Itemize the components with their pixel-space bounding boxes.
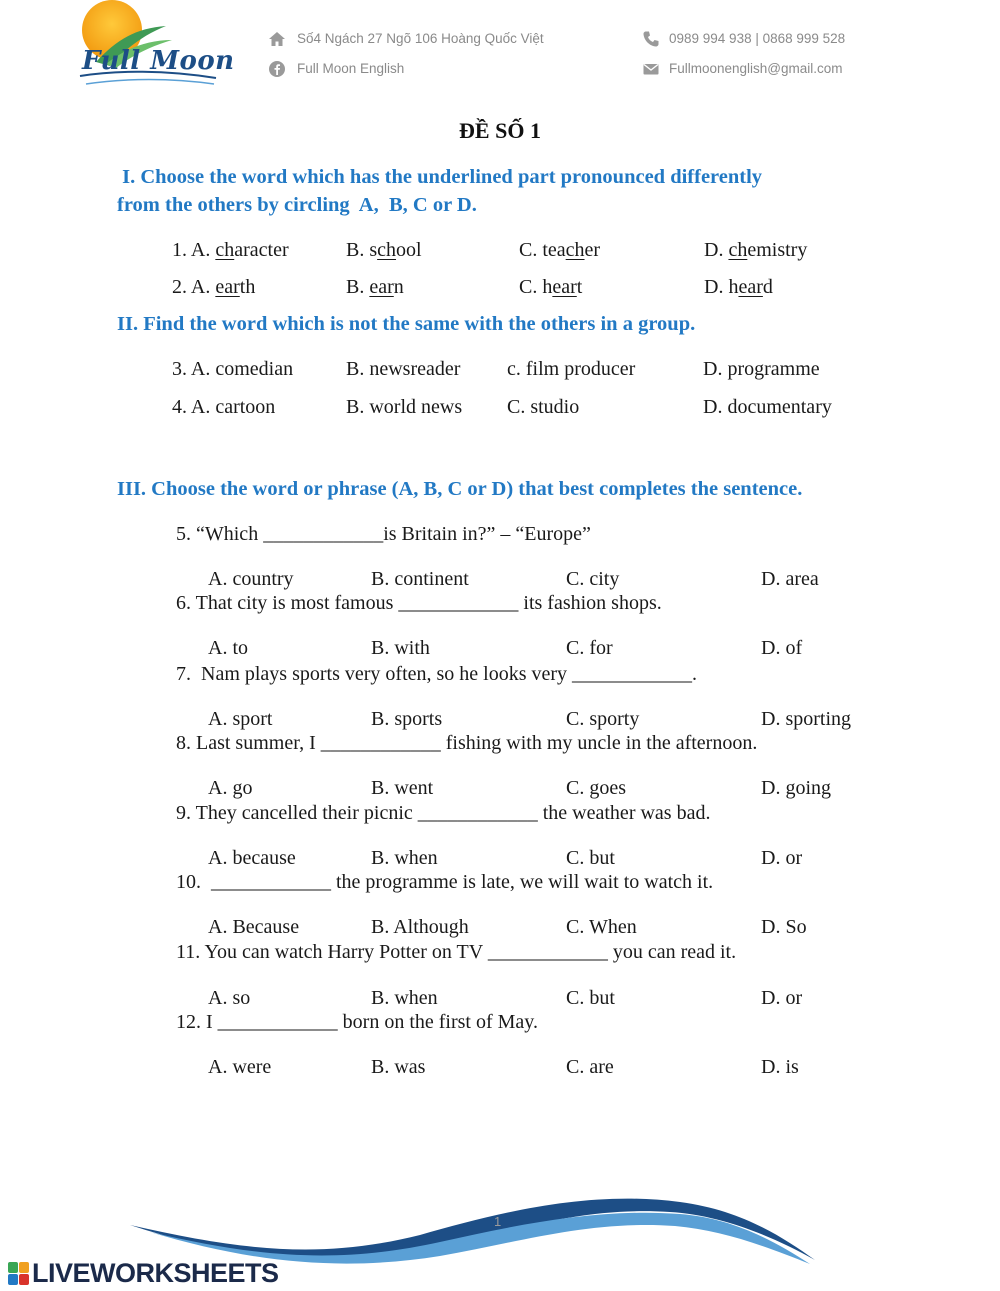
option-b[interactable]: B. when xyxy=(371,847,438,869)
question-stem: 7. Nam plays sports very often, so he looks very ____________. xyxy=(176,663,698,685)
option-d[interactable]: D. of xyxy=(761,637,803,659)
liveworksheets-icon xyxy=(8,1262,30,1286)
q1-option-a[interactable]: 1. A. character xyxy=(172,239,289,261)
option-a[interactable]: A. country xyxy=(208,568,294,590)
full-moon-logo-icon xyxy=(76,0,226,90)
q3-option-a[interactable]: 3. A. comedian xyxy=(172,358,294,380)
phone-text: 0989 994 938 | 0868 999 528 xyxy=(669,31,846,46)
option-d[interactable]: D. sporting xyxy=(761,708,851,730)
option-a[interactable]: A. Because xyxy=(208,916,300,938)
underlined-part: ear xyxy=(552,276,577,298)
page-number: 1 xyxy=(494,1214,502,1229)
logo xyxy=(76,0,226,90)
option-c[interactable]: C. city xyxy=(566,568,620,590)
q1-option-c[interactable]: C. teacher xyxy=(519,239,601,261)
q4-option-d[interactable]: D. documentary xyxy=(703,396,832,418)
question-stem: 9. They cancelled their picnic ____________ the weather was bad. xyxy=(176,802,711,824)
section-2-heading: II. Find the word which is not the same with the others in a group. xyxy=(117,313,696,335)
option-c[interactable]: C. sporty xyxy=(566,708,640,730)
question-stem: 10. ____________ the programme is late, we will wait to watch it. xyxy=(176,871,714,893)
option-d[interactable]: D. is xyxy=(761,1056,799,1078)
address-text: Số4 Ngách 27 Ngõ 106 Hoàng Quốc Việt xyxy=(297,31,544,46)
q3-option-c[interactable]: c. film producer xyxy=(507,358,636,380)
section-1-heading-line1: I. Choose the word which has the underlined part pronounced differently xyxy=(117,166,763,188)
section-3-heading: III. Choose the word or phrase (A, B, C or D) that best completes the sentence. xyxy=(117,478,803,500)
underlined-part: ch xyxy=(565,239,585,261)
option-d[interactable]: D. going xyxy=(761,777,831,799)
q4-option-a[interactable]: 4. A. cartoon xyxy=(172,396,276,418)
option-c[interactable]: C. but xyxy=(566,987,615,1009)
q2-option-c[interactable]: C. heart xyxy=(519,276,583,298)
q3-option-b[interactable]: B. newsreader xyxy=(346,358,461,380)
option-b[interactable]: B. sports xyxy=(371,708,443,730)
question-stem: 8. Last summer, I ____________ fishing with my uncle in the afternoon. xyxy=(176,732,758,754)
option-a[interactable]: A. sport xyxy=(208,708,273,730)
underlined-part: ear xyxy=(215,276,240,298)
option-c[interactable]: C. but xyxy=(566,847,615,869)
q2-option-b[interactable]: B. earn xyxy=(346,276,404,298)
option-d[interactable]: D. area xyxy=(761,568,819,590)
underlined-part: ear xyxy=(369,276,394,298)
mail-icon xyxy=(642,60,660,78)
underlined-part: ear xyxy=(738,276,763,298)
option-b[interactable]: B. went xyxy=(371,777,434,799)
option-c[interactable]: C. goes xyxy=(566,777,626,799)
question-stem: 11. You can watch Harry Potter on TV ____________ you can read it. xyxy=(176,941,737,963)
liveworksheets-text: LIVEWORKSHEETS xyxy=(32,1258,279,1288)
q1-option-d[interactable]: D. chemistry xyxy=(704,239,808,261)
option-a[interactable]: A. go xyxy=(208,777,253,799)
facebook-icon xyxy=(268,60,286,78)
q3-option-d[interactable]: D. programme xyxy=(703,358,820,380)
option-b[interactable]: B. Although xyxy=(371,916,469,938)
q4-option-b[interactable]: B. world news xyxy=(346,396,463,418)
q2-option-d[interactable]: D. heard xyxy=(704,276,773,298)
home-icon xyxy=(268,30,286,48)
underlined-part: ch xyxy=(728,239,748,261)
underlined-part: ch xyxy=(215,239,235,261)
q4-option-c[interactable]: C. studio xyxy=(507,396,580,418)
option-c[interactable]: C. are xyxy=(566,1056,614,1078)
option-b[interactable]: B. continent xyxy=(371,568,469,590)
section-1-heading-line2: from the others by circling A, B, C or D. xyxy=(117,194,477,216)
page-title: ĐỀ SỐ 1 xyxy=(459,118,541,143)
option-a[interactable]: A. to xyxy=(208,637,248,659)
option-a[interactable]: A. were xyxy=(208,1056,272,1078)
email-text: Fullmoonenglish@gmail.com xyxy=(669,61,843,76)
option-c[interactable]: C. for xyxy=(566,637,613,659)
option-d[interactable]: D. or xyxy=(761,847,803,869)
phone-icon xyxy=(642,30,660,48)
option-b[interactable]: B. was xyxy=(371,1056,426,1078)
option-c[interactable]: C. When xyxy=(566,916,637,938)
option-d[interactable]: D. So xyxy=(761,916,807,938)
logo-text: Full Moon xyxy=(82,46,235,76)
question-stem: 6. That city is most famous ____________ its fashion shops. xyxy=(176,592,662,614)
option-d[interactable]: D. or xyxy=(761,987,803,1009)
option-b[interactable]: B. when xyxy=(371,987,438,1009)
question-stem: 12. I ____________ born on the first of May. xyxy=(176,1011,538,1033)
footer-wave-decoration xyxy=(120,1180,820,1270)
option-b[interactable]: B. with xyxy=(371,637,430,659)
q2-option-a[interactable]: 2. A. earth xyxy=(172,276,256,298)
underlined-part: ch xyxy=(377,239,397,261)
option-a[interactable]: A. so xyxy=(208,987,251,1009)
q1-option-b[interactable]: B. school xyxy=(346,239,422,261)
option-a[interactable]: A. because xyxy=(208,847,296,869)
facebook-text: Full Moon English xyxy=(297,61,405,76)
question-stem: 5. “Which ____________is Britain in?” – “Europe” xyxy=(176,523,591,545)
